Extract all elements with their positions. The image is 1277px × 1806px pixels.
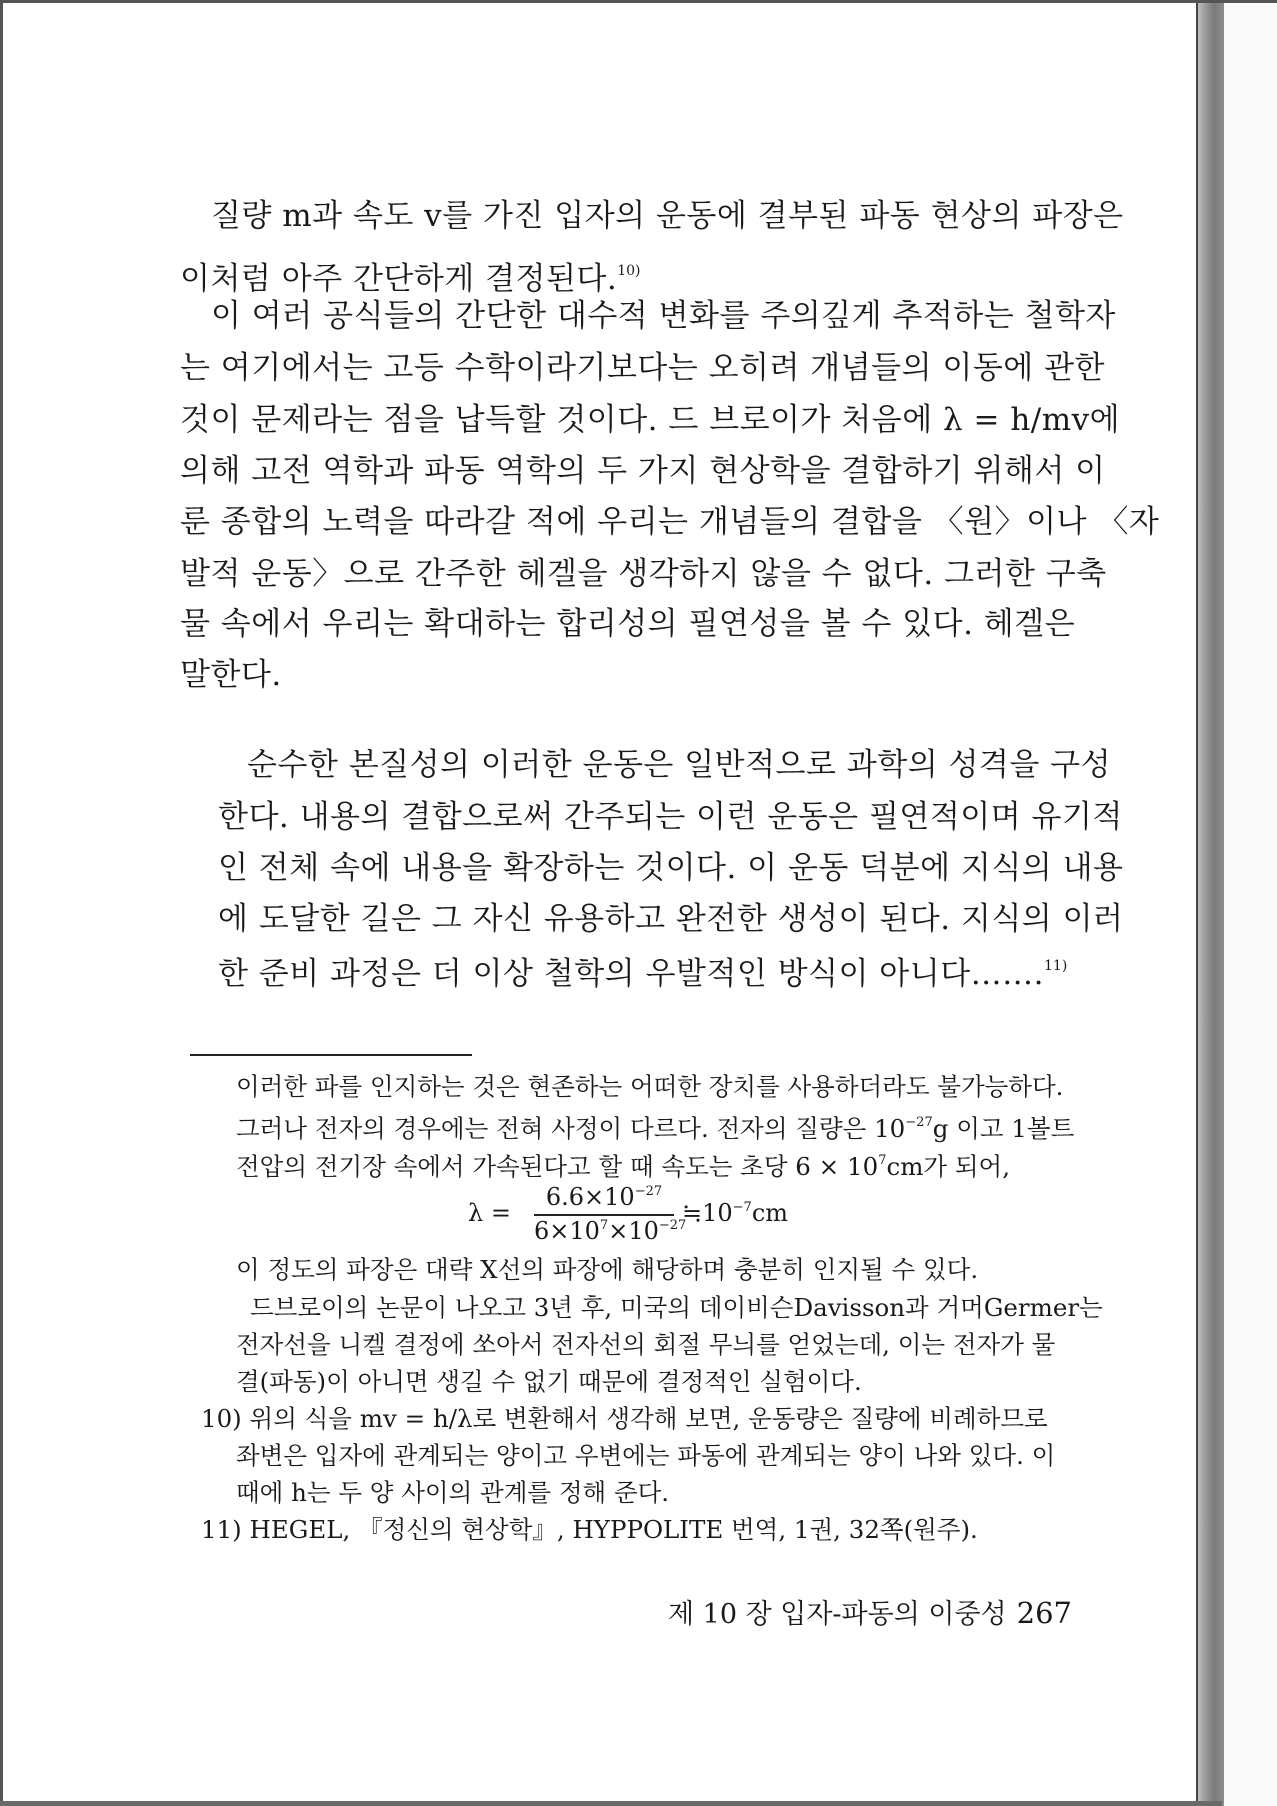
footnote-line-2-exp: −27 xyxy=(905,1115,933,1130)
quote-line-3: 인 전체 속에 내용을 확장하는 것이다. 이 운동 덕분에 지식의 내용 xyxy=(218,850,1124,886)
body-line-6: 의해 고전 역학과 파동 역학의 두 가지 현상학을 결합하기 위해서 이 xyxy=(180,453,1106,489)
formula-denominator-exp1: 7 xyxy=(599,1218,609,1233)
formula-numerator xyxy=(538,1183,670,1211)
page-border-left xyxy=(0,0,3,1806)
page-edge-shadow xyxy=(1196,0,1224,1806)
footnote-line-5: 드브로이의 논문이 나오고 3년 후, 미국의 데이비슨Davisson과 거머Germer는 xyxy=(250,1293,1103,1322)
body-line-1: 질량 m과 속도 v를 가진 입자의 운동에 결부된 파동 현상의 파장은 xyxy=(211,198,1124,234)
page-number: 267 xyxy=(1016,1596,1072,1630)
footnote-line-1: 이러한 파를 인지하는 것은 현존하는 어떠한 장치를 사용하더라도 불가능하다. xyxy=(236,1072,1064,1101)
body-line-7: 룬 종합의 노력을 따라갈 적에 우리는 개념들의 결합을 〈원〉이나 〈자 xyxy=(180,504,1160,540)
footnote-10-line-1: 10) 위의 식을 mv = h/λ로 변환해서 생각해 보면, 운동량은 질량에 비례하므로 xyxy=(201,1404,1048,1433)
body-line-4: 는 여기에서는 고등 수학이라기보다는 오히려 개념들의 이동에 관한 xyxy=(180,350,1105,386)
footnote-ref-10[interactable]: 10) xyxy=(617,263,641,279)
formula-rhs-a: ≒10 xyxy=(682,1199,733,1227)
page-border-top xyxy=(0,0,1277,3)
body-line-3: 이 여러 공식들의 간단한 대수적 변화를 주의깊게 추적하는 철학자 xyxy=(211,298,1116,334)
footnote-line-4: 이 정도의 파장은 대략 X선의 파장에 해당하며 충분히 인지될 수 있다. xyxy=(236,1255,979,1284)
footnote-line-2-a: 그러나 전자의 경우에는 전혀 사정이 다르다. 전자의 질량은 10 xyxy=(236,1114,906,1143)
body-line-10: 말한다. xyxy=(180,657,282,693)
body-line-5: 것이 문제라는 점을 납득할 것이다. 드 브로이가 처음에 λ = h/mv에 xyxy=(180,402,1121,438)
formula-rhs-unit: cm xyxy=(751,1199,789,1227)
body-line-9: 물 속에서 우리는 확대하는 합리성의 필연성을 볼 수 있다. 헤겔은 xyxy=(180,606,1076,642)
footnote-10-line-2: 좌변은 입자에 관계되는 양이고 우변에는 파동에 관계되는 양이 나와 있다. 이 xyxy=(236,1441,1056,1470)
formula-rhs-exp: −7 xyxy=(732,1200,752,1215)
page-footer xyxy=(668,1595,1072,1633)
footnote-line-7: 결(파동)이 아니면 생길 수 없기 때문에 결정적인 실험이다. xyxy=(236,1367,862,1396)
body-line-2 xyxy=(180,251,641,299)
footnote-line-2 xyxy=(236,1107,1074,1145)
page-edge-line xyxy=(1196,0,1198,1806)
background-margin xyxy=(1224,0,1277,1806)
quote-line-2: 한다. 내용의 결합으로써 간주되는 이런 운동은 필연적이며 유기적 xyxy=(218,799,1123,835)
footnote-line-3 xyxy=(236,1145,1010,1183)
chapter-title: 제 10 장 입자-파동의 이중성 xyxy=(668,1599,1007,1630)
wavelength-formula xyxy=(468,1183,828,1247)
formula-denominator-b: ×10 xyxy=(608,1217,659,1245)
footnote-separator xyxy=(190,1054,472,1056)
body-line-8: 발적 운동〉으로 간주한 헤겔을 생각하지 않을 수 없다. 그러한 구축 xyxy=(180,556,1107,592)
footnote-line-6: 전자선을 니켈 결정에 쏘아서 전자선의 회절 무늬를 얻었는데, 이는 전자가 물 xyxy=(236,1330,1056,1359)
formula-denominator xyxy=(534,1217,687,1245)
footnote-line-3-exp: 7 xyxy=(878,1153,887,1168)
quote-line-1: 순수한 본질성의 이러한 운동은 일반적으로 과학의 성격을 구성 xyxy=(247,747,1112,783)
body-line-2-text: 이처럼 아주 간단하게 결정된다. xyxy=(180,261,618,297)
footnote-line-3-a: 전압의 전기장 속에서 가속된다고 할 때 속도는 초당 6 × 10 xyxy=(236,1152,879,1181)
quote-line-5-text: 한 준비 과정은 더 이상 철학의 우발적인 방식이 아니다……. xyxy=(218,956,1044,992)
formula-denominator-a: 6×10 xyxy=(534,1217,600,1245)
footnote-10-line-3: 때에 h는 두 양 사이의 관계를 정해 준다. xyxy=(236,1478,670,1507)
footnote-ref-11[interactable]: 11) xyxy=(1044,958,1068,974)
formula-rhs xyxy=(682,1199,788,1227)
formula-numerator-base: 6.6×10 xyxy=(545,1183,635,1211)
footnote-11: 11) HEGEL, 『정신의 현상학』, HYPPOLITE 번역, 1권, 32쪽(원주). xyxy=(201,1515,978,1544)
formula-denominator-exp2: −27 xyxy=(658,1218,687,1233)
page-border-bottom xyxy=(0,1801,1222,1806)
footnote-line-3-b: cm가 되어, xyxy=(886,1152,1010,1181)
formula-fraction-bar xyxy=(534,1214,674,1216)
quote-line-4: 에 도달한 길은 그 자신 유용하고 완전한 생성이 된다. 지식의 이러 xyxy=(218,901,1124,937)
formula-lhs: λ = xyxy=(468,1199,511,1227)
formula-numerator-exp: −27 xyxy=(634,1184,663,1199)
quote-line-5 xyxy=(218,946,1067,994)
footnote-line-2-b: g 이고 1볼트 xyxy=(932,1114,1075,1143)
